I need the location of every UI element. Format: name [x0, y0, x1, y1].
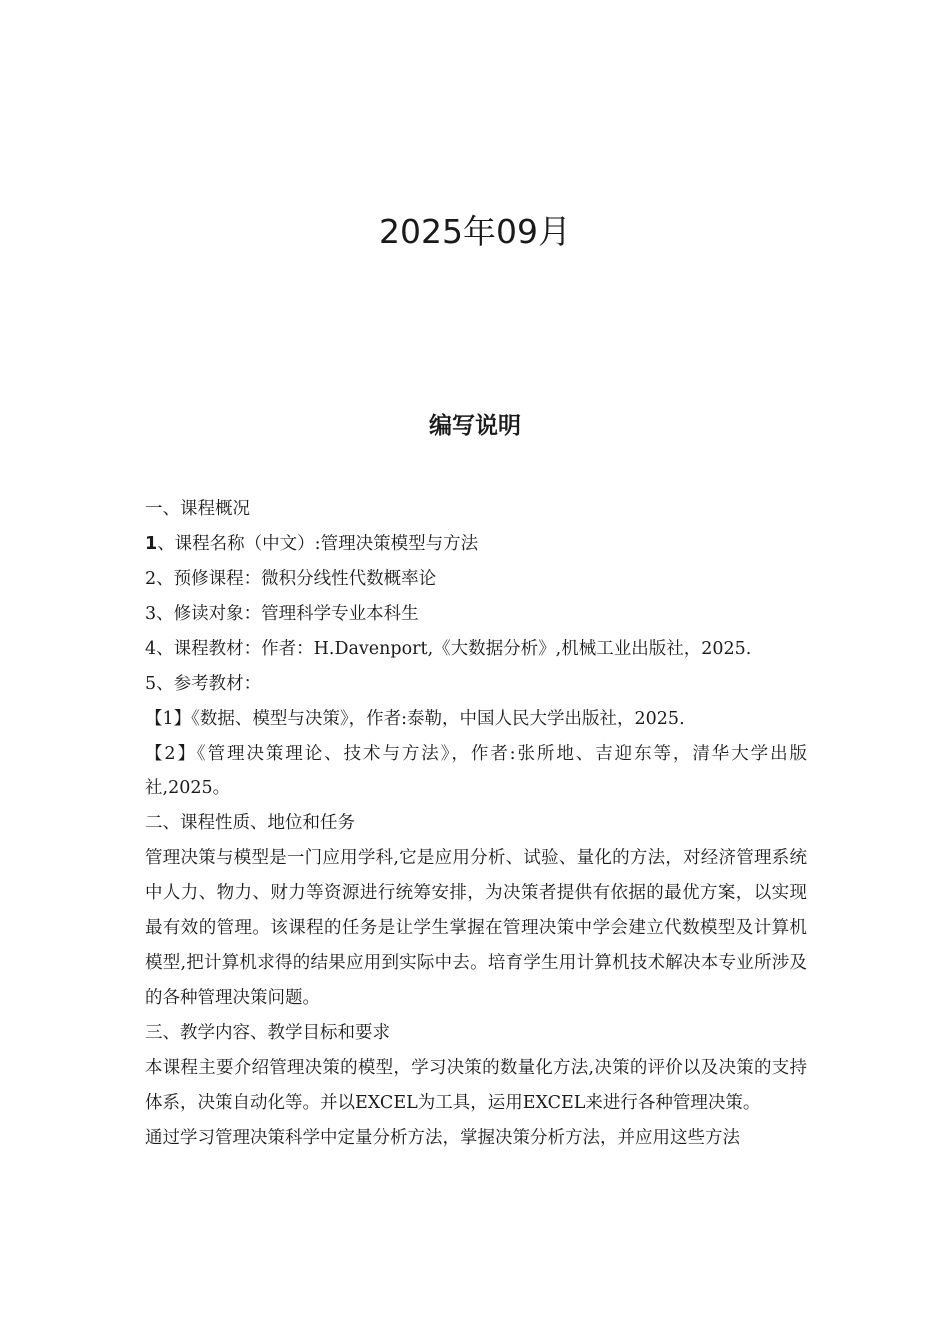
section3-body-2: 通过学习管理决策科学中定量分析方法，掌握决策分析方法，并应用这些方法: [145, 1127, 740, 1148]
document-date: 2025年09月: [379, 212, 571, 251]
section2-body: 管理决策与模型是一门应用学科,它是应用分析、试验、量化的方法，对经济管理系统中人力、物力、财力等资源进行统筹安排，为决策者提供有依据的最优方案，以实现最有效的管理。该课程的任务是让学生掌握在管理决策中学会建立代数模型及计算机模型,把计算机求得的结果应用到实际中去。培育学生用计算机技术解决本专业所涉及的各种管理决策问题。: [145, 847, 807, 1008]
section3-title: 三、教学内容、教学目标和要求: [145, 1022, 390, 1043]
section2-title: 二、课程性质、地位和任务: [145, 812, 355, 833]
reference-heading: 5、参考教材：: [145, 674, 262, 694]
section1-title: 一、课程概况: [145, 499, 250, 519]
course-name-number: 1: [145, 534, 158, 554]
document-body: [145, 492, 807, 1156]
prerequisite-line: 2、预修课程：微积分线性代数概率论: [145, 569, 437, 589]
audience-line: 3、修读对象：管理科学专业本科生: [145, 604, 419, 624]
reference-item-2: 【2】《管理决策理论、技术与方法》，作者:张所地、吉迎东等，清华大学出版社,2025。: [145, 744, 807, 799]
reference-item-1: 【1】《数据、模型与决策》，作者:泰勒，中国人民大学出版社，2025.: [145, 709, 685, 729]
section3-body-1: 本课程主要介绍管理决策的模型，学习决策的数量化方法,决策的评价以及决策的支持体系，决策自动化等。并以EXCEL为工具，运用EXCEL来进行各种管理决策。: [145, 1057, 807, 1113]
textbook-line: 4、课程教材：作者：H.Davenport,《大数据分析》,机械工业出版社，2025.: [145, 639, 752, 659]
section-heading: 编写说明: [429, 413, 521, 439]
course-name-text: 、课程名称（中文）:管理决策模型与方法: [157, 534, 479, 554]
course-name-line: [145, 527, 807, 562]
